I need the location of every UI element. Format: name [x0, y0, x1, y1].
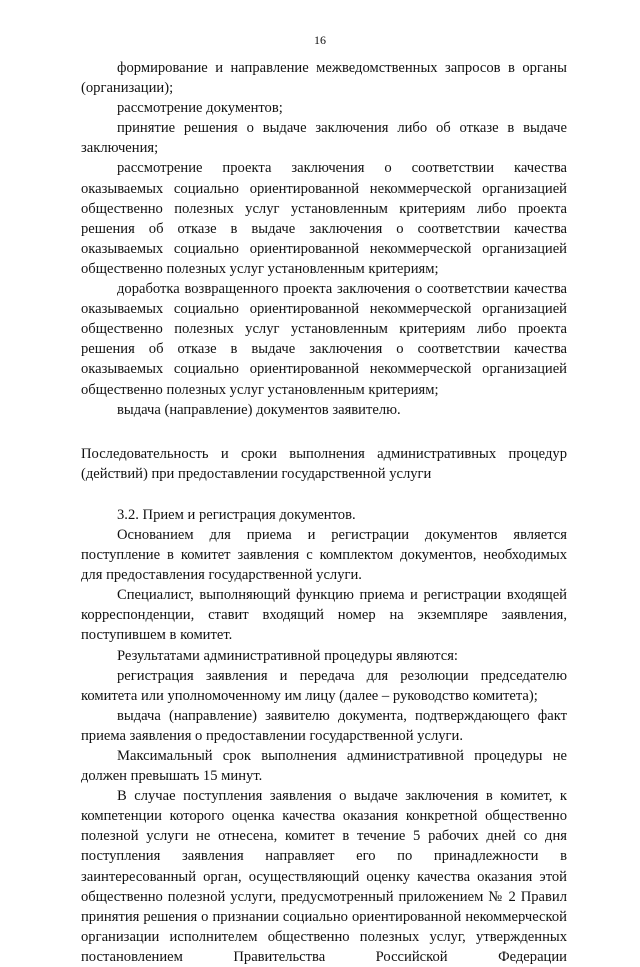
document-body — [81, 58, 567, 967]
paragraph-decision: принятие решения о выдаче заключения либо об отказе в выдаче заключения; — [81, 120, 567, 157]
paragraph-issue-document: выдача (направление) заявителю документа, подтверждающего факт приема заявления о предоставлении государственной услуги. — [81, 707, 567, 744]
section-heading: Последовательность и сроки выполнения административных процедур (действий) при предоставлении государственной услуги — [81, 445, 567, 482]
spacer — [81, 484, 567, 505]
paragraph-specialist: Специалист, выполняющий функцию приема и регистрации входящей корреспонденции, ставит входящий номер на экземпляре заявления, поступившем в комитет. — [81, 587, 567, 644]
page-number: 16 — [314, 33, 326, 47]
paragraph-max-time: Максимальный срок выполнения административной процедуры не должен превышать 15 минут. — [81, 748, 567, 785]
paragraph-revision: доработка возвращенного проекта заключения о соответствии качества оказываемых социально ориентированной некоммерческой организацией общественно полезных услуг установленным критериям либо проекта решения об отказе в выдаче заключения о соответствии качества оказываемых социально ориентированной некоммерческой организацией общественно полезных услуг установленным критериям; — [81, 281, 567, 398]
paragraph-issuance: выдача (направление) документов заявителю. — [117, 401, 401, 418]
paragraph-grounds: Основанием для приема и регистрации документов является поступление в комитет заявления с комплектом документов, необходимых для предоставления государственной услуги. — [81, 526, 567, 584]
paragraph-results-intro: Результатами административной процедуры являются: — [117, 647, 458, 664]
paragraph-requests: формирование и направление межведомственных запросов в органы (организации); — [81, 60, 567, 97]
paragraph-redirect: В случае поступления заявления о выдаче заключения в комитет, к компетенции которого оценка качества оказания конкретной общественно полезной услуги не отнесена, комитет в течение 5 рабочих дней со дня поступления заявления направляет его по принадлежности в заинтересованный орган, осуществляющий оценку качества оказания этой общественно полезной услуги, предусмотренный приложением № 2 Правил принятия решения о признании социально ориентированной некоммерческой организации исполнителем общественно полезных услуг, утвержденных постановлением Правительства Российской Федерации — [81, 788, 567, 965]
subsection-title: 3.2. Прием и регистрация документов. — [117, 506, 356, 523]
paragraph-registration: регистрация заявления и передача для резолюции председателю комитета или уполномоченному им лицу (далее – руководство комитета); — [81, 667, 567, 704]
paragraph-review-draft: рассмотрение проекта заключения о соответствии качества оказываемых социально ориентированной некоммерческой организацией общественно полезных услуг установленным критериям либо проекта решения об отказе в выдаче заключения о соответствии качества оказываемых социально ориентированной некоммерческой организацией общественно полезных услуг установленным критериям; — [81, 160, 567, 277]
spacer — [81, 420, 567, 444]
paragraph-review: рассмотрение документов; — [117, 100, 283, 117]
